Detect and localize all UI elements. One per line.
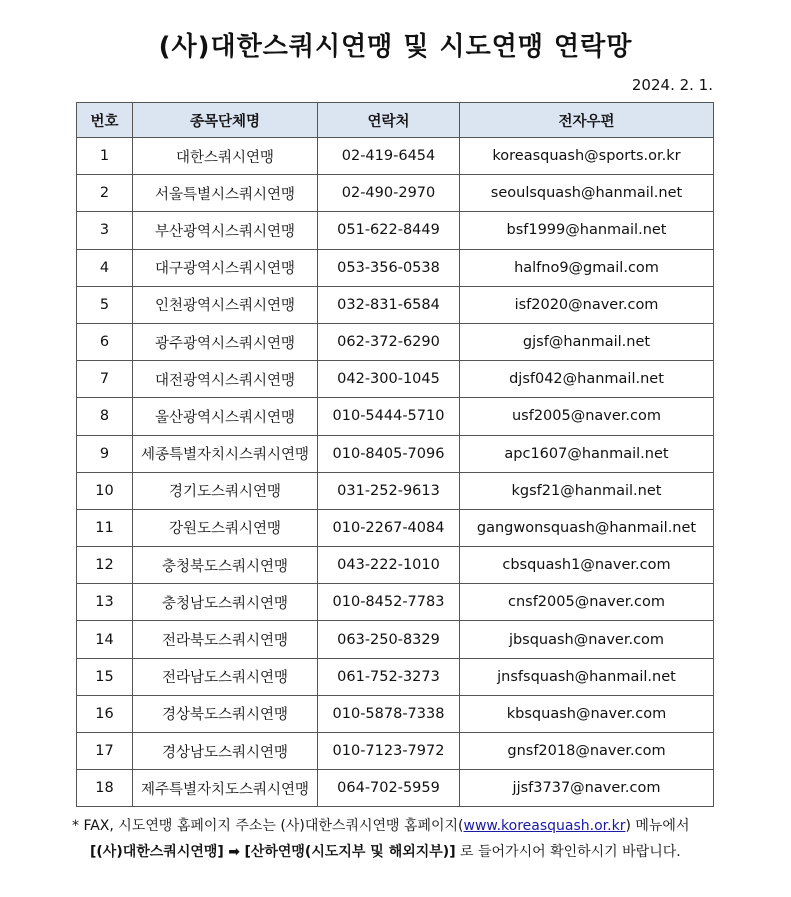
- cell-organization: 충청남도스쿼시연맹: [133, 584, 318, 621]
- cell-phone: 042-300-1045: [318, 361, 460, 398]
- table-row: [77, 733, 714, 770]
- menu-path-end: [산하연맹(시도지부 및 해외지부)]: [244, 844, 456, 860]
- cell-email: gjsf@hanmail.net: [460, 323, 714, 360]
- cell-organization: 광주광역시스쿼시연맹: [133, 323, 318, 360]
- cell-organization: 울산광역시스쿼시연맹: [133, 398, 318, 435]
- cell-organization: 전라북도스쿼시연맹: [133, 621, 318, 658]
- cell-email: bsf1999@hanmail.net: [460, 212, 714, 249]
- cell-phone: 061-752-3273: [318, 658, 460, 695]
- cell-number: 16: [77, 695, 133, 732]
- cell-phone: 010-5444-5710: [318, 398, 460, 435]
- footnote-suffix: ) 메뉴에서: [625, 818, 690, 834]
- contact-table: [76, 102, 714, 807]
- cell-organization: 충청북도스쿼시연맹: [133, 547, 318, 584]
- table-row: [77, 547, 714, 584]
- table-row: [77, 138, 714, 175]
- table-row: [77, 695, 714, 732]
- table-row: [77, 323, 714, 360]
- cell-phone: 010-7123-7972: [318, 733, 460, 770]
- cell-number: 13: [77, 584, 133, 621]
- cell-email: kgsf21@hanmail.net: [460, 472, 714, 509]
- footnote-tail: 로 들어가시어 확인하시기 바랍니다.: [460, 844, 681, 860]
- cell-organization: 인천광역시스쿼시연맹: [133, 286, 318, 323]
- cell-email: jnsfsquash@hanmail.net: [460, 658, 714, 695]
- cell-email: gangwonsquash@hanmail.net: [460, 509, 714, 546]
- cell-phone: 051-622-8449: [318, 212, 460, 249]
- cell-number: 4: [77, 249, 133, 286]
- cell-organization: 전라남도스쿼시연맹: [133, 658, 318, 695]
- table-row: [77, 249, 714, 286]
- cell-email: apc1607@hanmail.net: [460, 435, 714, 472]
- table-row: [77, 286, 714, 323]
- cell-organization: 세종특별자치시스쿼시연맹: [133, 435, 318, 472]
- document-date: 2024. 2. 1.: [631, 76, 713, 94]
- cell-number: 5: [77, 286, 133, 323]
- table-row: [77, 770, 714, 807]
- table-row: [77, 658, 714, 695]
- footnote-line-2: [72, 839, 722, 865]
- arrow-icon: ➡: [228, 844, 240, 860]
- cell-email: isf2020@naver.com: [460, 286, 714, 323]
- cell-number: 18: [77, 770, 133, 807]
- cell-phone: 043-222-1010: [318, 547, 460, 584]
- cell-phone: 063-250-8329: [318, 621, 460, 658]
- cell-number: 10: [77, 472, 133, 509]
- cell-email: cnsf2005@naver.com: [460, 584, 714, 621]
- cell-organization: 경상북도스쿼시연맹: [133, 695, 318, 732]
- cell-email: kbsquash@naver.com: [460, 695, 714, 732]
- cell-email: gnsf2018@naver.com: [460, 733, 714, 770]
- cell-email: halfno9@gmail.com: [460, 249, 714, 286]
- cell-phone: 031-252-9613: [318, 472, 460, 509]
- menu-path-start: [(사)대한스쿼시연맹]: [90, 844, 224, 860]
- cell-email: jbsquash@naver.com: [460, 621, 714, 658]
- table-header-row: [77, 103, 714, 138]
- cell-organization: 경상남도스쿼시연맹: [133, 733, 318, 770]
- cell-number: 1: [77, 138, 133, 175]
- cell-organization: 대전광역시스쿼시연맹: [133, 361, 318, 398]
- table-row: [77, 175, 714, 212]
- cell-number: 17: [77, 733, 133, 770]
- cell-organization: 경기도스쿼시연맹: [133, 472, 318, 509]
- cell-phone: 010-8405-7096: [318, 435, 460, 472]
- cell-phone: 032-831-6584: [318, 286, 460, 323]
- cell-phone: 010-5878-7338: [318, 695, 460, 732]
- cell-email: koreasquash@sports.or.kr: [460, 138, 714, 175]
- cell-number: 11: [77, 509, 133, 546]
- cell-email: djsf042@hanmail.net: [460, 361, 714, 398]
- cell-phone: 062-372-6290: [318, 323, 460, 360]
- cell-email: seoulsquash@hanmail.net: [460, 175, 714, 212]
- cell-number: 6: [77, 323, 133, 360]
- cell-number: 3: [77, 212, 133, 249]
- table-row: [77, 212, 714, 249]
- cell-email: cbsquash1@naver.com: [460, 547, 714, 584]
- header-organization: 종목단체명: [133, 103, 318, 138]
- table-row: [77, 398, 714, 435]
- cell-phone: 064-702-5959: [318, 770, 460, 807]
- cell-number: 2: [77, 175, 133, 212]
- table-row: [77, 472, 714, 509]
- cell-phone: 010-8452-7783: [318, 584, 460, 621]
- cell-organization: 대구광역시스쿼시연맹: [133, 249, 318, 286]
- cell-organization: 강원도스쿼시연맹: [133, 509, 318, 546]
- cell-number: 12: [77, 547, 133, 584]
- footnote-prefix: * FAX, 시도연맹 홈페이지 주소는 (사)대한스쿼시연맹 홈페이지(: [72, 818, 464, 834]
- table-row: [77, 621, 714, 658]
- header-phone: 연락처: [318, 103, 460, 138]
- cell-number: 7: [77, 361, 133, 398]
- cell-organization: 부산광역시스쿼시연맹: [133, 212, 318, 249]
- cell-phone: 053-356-0538: [318, 249, 460, 286]
- cell-organization: 대한스쿼시연맹: [133, 138, 318, 175]
- page-title: (사)대한스쿼시연맹 및 시도연맹 연락망: [158, 32, 633, 62]
- cell-organization: 서울특별시스쿼시연맹: [133, 175, 318, 212]
- table-row: [77, 584, 714, 621]
- table-body: [77, 138, 714, 807]
- cell-number: 9: [77, 435, 133, 472]
- cell-number: 14: [77, 621, 133, 658]
- table-row: [77, 361, 714, 398]
- table-row: [77, 509, 714, 546]
- cell-phone: 02-419-6454: [318, 138, 460, 175]
- cell-organization: 제주특별자치도스쿼시연맹: [133, 770, 318, 807]
- footnote: [72, 813, 722, 865]
- homepage-link[interactable]: www.koreasquash.or.kr: [463, 818, 626, 834]
- cell-number: 8: [77, 398, 133, 435]
- cell-email: jjsf3737@naver.com: [460, 770, 714, 807]
- cell-phone: 02-490-2970: [318, 175, 460, 212]
- table-row: [77, 435, 714, 472]
- cell-phone: 010-2267-4084: [318, 509, 460, 546]
- header-email: 전자우편: [460, 103, 714, 138]
- cell-email: usf2005@naver.com: [460, 398, 714, 435]
- cell-number: 15: [77, 658, 133, 695]
- header-number: 번호: [77, 103, 133, 138]
